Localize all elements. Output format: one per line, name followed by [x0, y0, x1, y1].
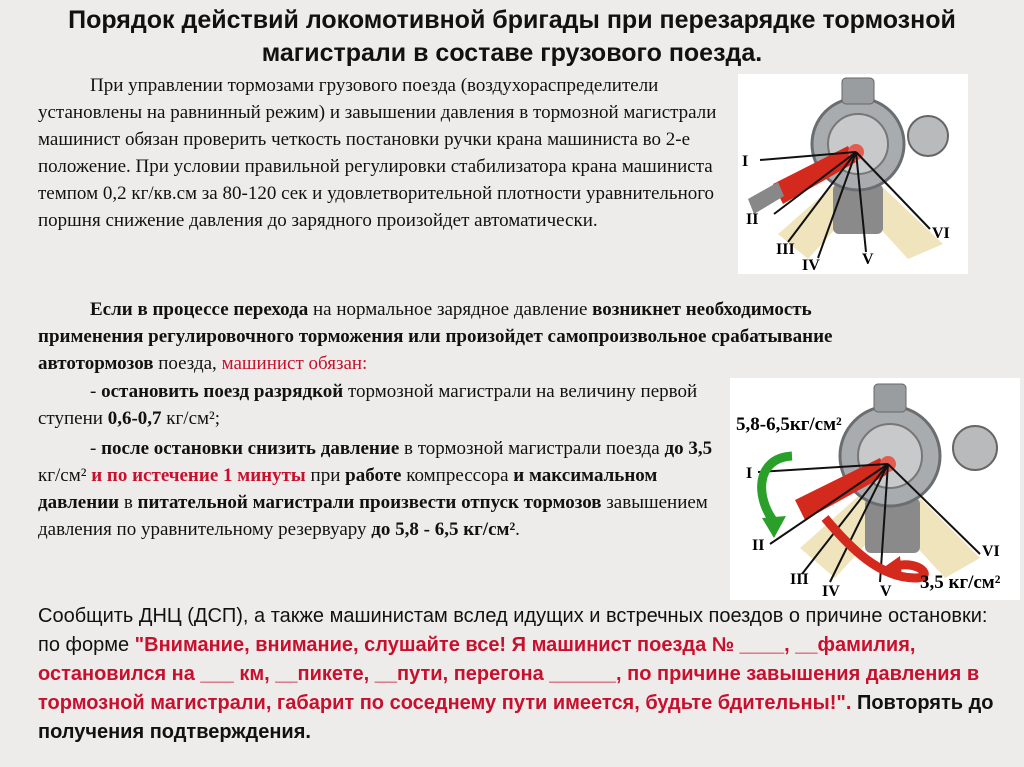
text: тормозной магистрали на величину первой ступени [38, 381, 698, 429]
position-label: III [790, 571, 809, 588]
text: кг/см²; [161, 408, 220, 429]
bold-text: питательной магистрали произвести отпуск тормозов [137, 492, 602, 513]
title-line-1: Порядок действий локомотивной бригады при перезарядке тормозной [68, 6, 956, 34]
position-label: I [746, 465, 753, 482]
bold-text: остановить поезд разрядкой [101, 381, 344, 402]
position-label: VI [982, 543, 1000, 560]
text: при [305, 465, 346, 486]
text: - [90, 381, 102, 402]
position-label: IV [822, 583, 840, 600]
text: компрессора [401, 465, 514, 486]
paragraph-3 [38, 378, 728, 432]
red-bold-text: и по истечение 1 минуты [91, 465, 306, 486]
brake-valve-figure-1 [738, 74, 968, 274]
red-bold-text: "Внимание, внимание, слушайте все! Я машинист поезда № ____, __фамилия, остановился на ___ км, __пикете, __пути, перегона ______, по причине завышения давления в тормозной магистрали, габарит по соседнему пути имеется, будьте бдительны!". [38, 634, 980, 714]
position-label: II [746, 211, 759, 228]
position-label: III [776, 241, 795, 258]
red-text: машинист обязан: [221, 353, 368, 374]
bold-text: и максимальном давлении [38, 465, 658, 513]
paragraph-1: При управлении тормозами грузового поезда (воздухораспределители установлены на равнинный режим) и завышении давления в тормозной магистрали машинист обязан проверить четкость постановки ручки крана машиниста во 2-е положение. При условии правильной регулировки стабилизатора крана машиниста темпом 0,2 кг/кв.см за 80-120 сек и удовлетворительной плотности уравнительного поршня снижение давления до зарядного произойдет автоматически. [38, 75, 717, 231]
bold-text: до 3,5 [664, 438, 713, 459]
slide-title [0, 4, 1024, 70]
bold-text: до 5,8 - 6,5 кг/см² [371, 519, 516, 540]
text: Сообщить ДНЦ (ДСП), а также машинистам вслед идущих и встречных поездов о причине остановки: по форме [38, 605, 988, 656]
bold-text: Повторять до получения подтверждения. [38, 692, 994, 743]
text: завышением давления по уравнительному резервуару [38, 492, 708, 540]
paragraph-4 [38, 435, 728, 543]
position-label: II [752, 537, 765, 554]
position-label: VI [932, 225, 950, 242]
text: кг/см² [38, 465, 92, 486]
paragraph-5 [38, 602, 1000, 747]
brake-valve-figure-2 [730, 378, 1020, 600]
brake-valve-illustration [738, 74, 968, 274]
position-label: V [862, 251, 874, 268]
text: поезда, [153, 353, 222, 374]
bold-text: 0,6-0,7 [107, 408, 162, 429]
bold-text: после остановки снизить давление [101, 438, 400, 459]
text: в тормозной магистрали поезда [399, 438, 665, 459]
text: . [515, 519, 520, 540]
bold-text: возникнет необходимость применения регулировочного торможения или произойдет самопроизвольное срабатывание автотормозов [38, 299, 833, 374]
text: в [119, 492, 138, 513]
paragraph-2 [38, 296, 868, 377]
text: - [90, 438, 102, 459]
brake-valve-illustration [730, 378, 1020, 600]
bold-text: работе [345, 465, 402, 486]
position-label: IV [802, 257, 820, 274]
pressure-low-label: 3,5 кг/см² [920, 572, 1001, 593]
position-label: I [742, 153, 749, 170]
text: на нормальное зарядное давление [308, 299, 593, 320]
bold-text: Если в процессе перехода [90, 299, 309, 320]
title-line-2: магистрали в составе грузового поезда. [261, 39, 763, 67]
pressure-high-label: 5,8-6,5кг/см² [736, 414, 842, 435]
position-label: V [880, 583, 892, 600]
